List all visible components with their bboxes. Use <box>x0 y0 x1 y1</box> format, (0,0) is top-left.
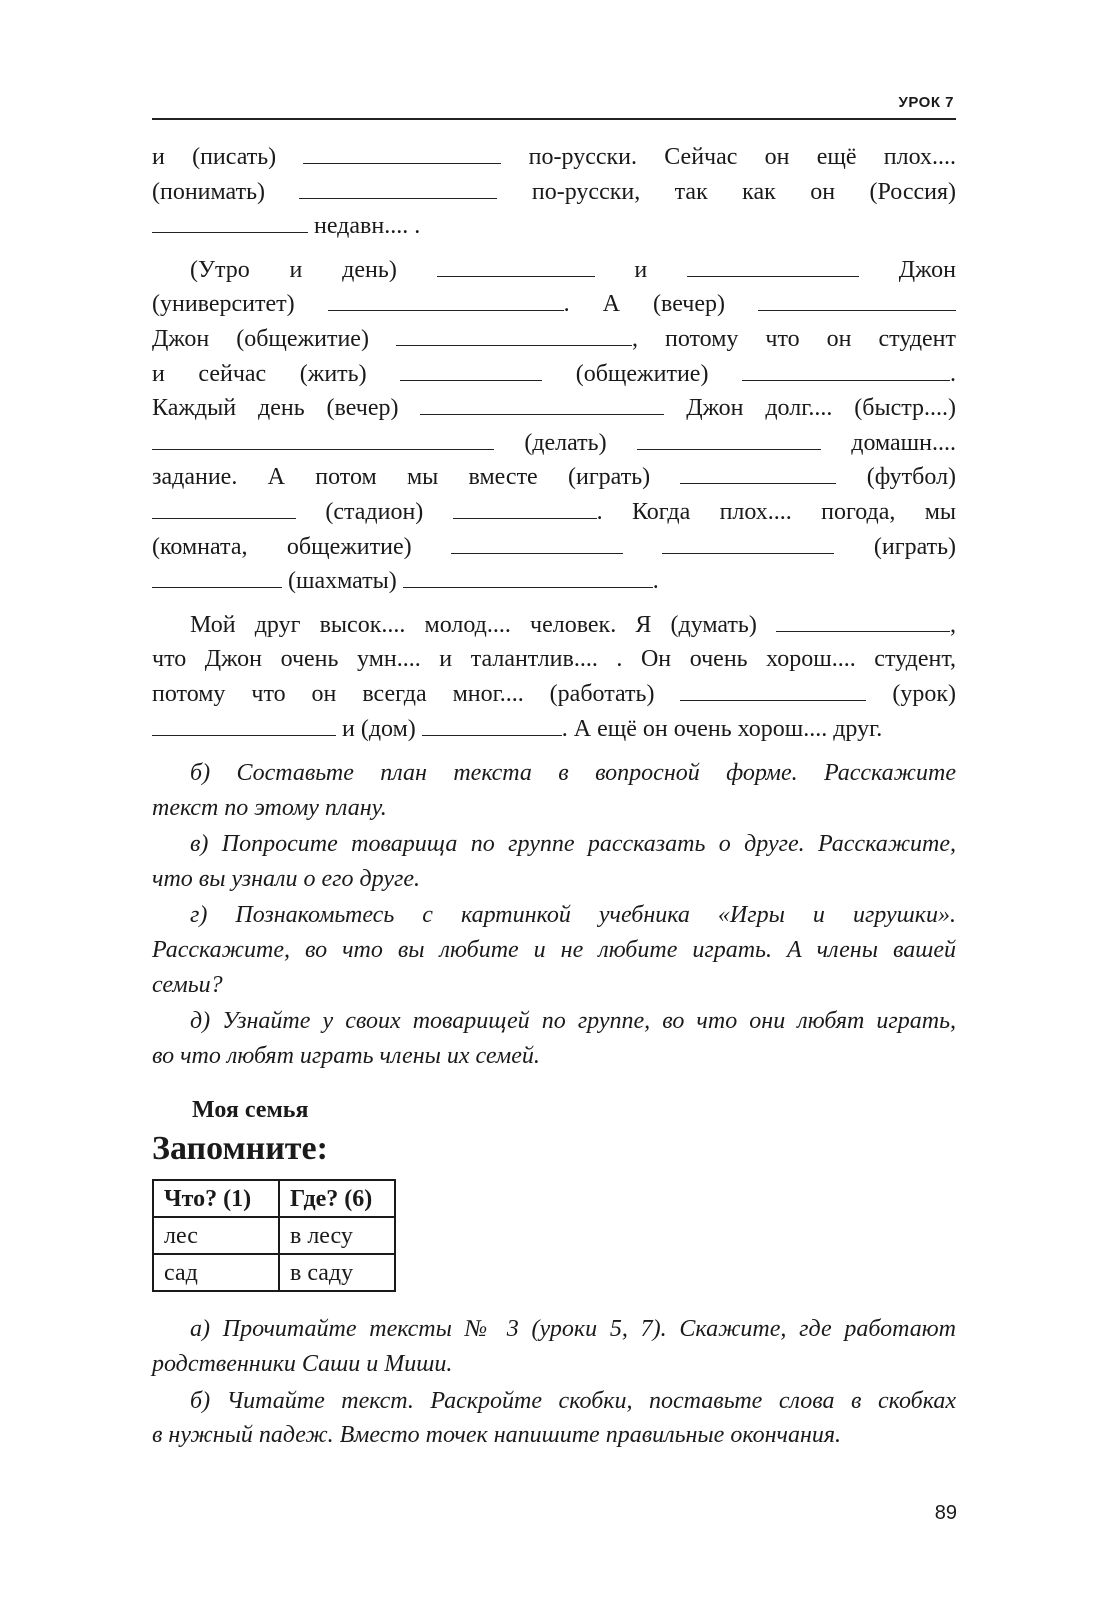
fill-blank[interactable] <box>400 358 542 381</box>
text-line <box>152 175 956 210</box>
task-v-friend <box>152 827 956 896</box>
text-line <box>152 426 956 461</box>
fill-blank[interactable] <box>152 713 336 736</box>
tasks-family <box>152 1312 956 1452</box>
text-line <box>152 460 956 495</box>
fill-blank[interactable] <box>420 392 664 415</box>
text-line <box>152 677 956 712</box>
exercise-paragraph-1 <box>152 140 956 244</box>
fill-blank[interactable] <box>687 254 859 277</box>
fill-blank[interactable] <box>637 427 821 450</box>
table-header-row <box>153 1180 395 1217</box>
table-cell: лес <box>153 1217 279 1254</box>
text-fragment: по-русски, так как он (Россия) <box>531 178 957 205</box>
text-fragment: и (писать) <box>152 144 277 170</box>
text-fragment: задание. А потом мы вместе (играть) <box>152 464 651 491</box>
text-line <box>152 642 956 677</box>
text-line <box>152 357 956 392</box>
text-fragment: (делать) <box>524 429 607 456</box>
fill-blank[interactable] <box>758 288 956 311</box>
task-b-plan <box>152 756 956 825</box>
fill-blank[interactable] <box>451 531 623 554</box>
text-fragment: . Когда плох.... погода, мы <box>596 498 957 525</box>
task-line: во что любят играть члены их семей. <box>152 1042 540 1069</box>
task-line: д) Узнайте у своих товарищей по группе, во что они любят играть, <box>190 1008 956 1035</box>
text-fragment: потому что он всегда мног.... (работать) <box>152 680 655 707</box>
fill-blank[interactable] <box>152 496 296 519</box>
text-fragment: (играть) <box>873 533 957 560</box>
text-fragment: , <box>950 611 956 638</box>
text-fragment: . А ещё он очень хорош.... друг. <box>561 715 883 742</box>
text-fragment: Джон (общежитие) <box>152 325 369 352</box>
text-fragment: (общежитие) <box>575 360 709 387</box>
text-fragment: , потому что он студент <box>631 325 957 352</box>
text-line <box>152 253 956 288</box>
fill-blank[interactable] <box>437 254 595 277</box>
task-line: а) Прочитайте тексты № 3 (уроки 5, 7). Скажите, где работают <box>190 1316 956 1343</box>
task-line: Расскажите, во что вы любите и не любите играть. А члены вашей <box>152 937 956 964</box>
task-d-games <box>152 1004 956 1073</box>
text-line <box>152 209 956 244</box>
task-line: что вы узнали о его друге. <box>152 865 421 892</box>
text-fragment: Мой друг высок.... молод.... человек. Я (думать) <box>190 611 757 638</box>
task-line: родственники Саши и Миши. <box>152 1351 453 1378</box>
fill-blank[interactable] <box>403 565 653 588</box>
fill-blank[interactable] <box>680 461 836 484</box>
fill-blank[interactable] <box>776 609 950 632</box>
text-fragment: . А (вечер) <box>563 291 725 318</box>
text-line <box>152 140 956 175</box>
table-header-cell: Что? (1) <box>153 1180 279 1217</box>
table-cell: в саду <box>279 1254 395 1291</box>
text-fragment: (футбол) <box>866 464 957 491</box>
page-content <box>152 140 956 1453</box>
text-line <box>152 495 956 530</box>
fill-blank[interactable] <box>303 141 501 164</box>
fill-blank[interactable] <box>422 713 562 736</box>
text-line <box>152 608 956 643</box>
task-a-read <box>152 1312 956 1381</box>
text-fragment: по-русски. Сейчас он ещё плох.... <box>528 144 956 170</box>
fill-blank[interactable] <box>662 531 834 554</box>
exercise-paragraph-2 <box>152 253 956 599</box>
task-line: семьи? <box>152 971 223 998</box>
page-number: 89 <box>934 1502 957 1524</box>
text-line <box>152 287 956 322</box>
task-line: б) Читайте текст. Раскройте скобки, поставьте слова в скобках <box>190 1387 956 1414</box>
lesson-label: УРОК 7 <box>898 94 954 111</box>
text-fragment: и (дом) <box>342 715 416 742</box>
text-fragment: (университет) <box>152 291 295 318</box>
text-line <box>152 564 956 599</box>
table-header-cell: Где? (6) <box>279 1180 395 1217</box>
fill-blank[interactable] <box>453 496 597 519</box>
case-table <box>152 1179 396 1292</box>
text-line <box>152 322 956 357</box>
text-fragment: . <box>652 568 659 595</box>
text-fragment: Джон долг.... (быстр....) <box>686 395 956 422</box>
text-fragment: (урок) <box>892 680 957 707</box>
task-line: в) Попросите товарища по группе рассказать о друге. Расскажите, <box>190 831 956 858</box>
text-fragment: и <box>634 256 648 283</box>
task-line: б) Составьте план текста в вопросной форме. Расскажите <box>190 760 956 787</box>
task-g-toys <box>152 898 956 1002</box>
text-fragment: Каждый день (вечер) <box>152 395 399 422</box>
fill-blank[interactable] <box>680 678 866 701</box>
fill-blank[interactable] <box>742 358 950 381</box>
text-fragment: (стадион) <box>325 498 424 525</box>
text-fragment: (комната, общежитие) <box>152 533 412 560</box>
task-line: в нужный падеж. Вместо точек напишите правильные окончания. <box>152 1422 842 1449</box>
fill-blank[interactable] <box>152 565 282 588</box>
table-cell: сад <box>153 1254 279 1291</box>
text-fragment: . <box>950 360 956 387</box>
table-row <box>153 1254 395 1291</box>
text-fragment: домашн.... <box>851 429 956 456</box>
text-fragment: (понимать) <box>152 178 266 205</box>
section-title: Моя семья <box>192 1097 309 1124</box>
fill-blank[interactable] <box>152 427 494 450</box>
task-line: г) Познакомьтесь с картинкой учебника «Игры и игрушки». <box>190 902 956 929</box>
text-fragment: (шахматы) <box>288 568 397 595</box>
text-fragment: недавн.... . <box>314 213 421 240</box>
fill-blank[interactable] <box>328 288 564 311</box>
text-fragment: что Джон очень умн.... и талантлив.... . Он очень хорош.... студент, <box>152 646 956 673</box>
fill-blank[interactable] <box>396 323 632 346</box>
task-line: текст по этому плану. <box>152 794 387 821</box>
table-cell: в лесу <box>279 1217 395 1254</box>
text-fragment: (Утро и день) <box>190 256 397 283</box>
exercise-paragraph-3 <box>152 608 956 746</box>
remember-heading: Запомните: <box>152 1130 328 1168</box>
fill-blank[interactable] <box>299 176 497 199</box>
task-b-read-text <box>152 1384 956 1453</box>
text-fragment: и сейчас (жить) <box>152 360 367 387</box>
page-header <box>152 84 956 120</box>
text-fragment: Джон <box>898 256 956 283</box>
fill-blank[interactable] <box>152 210 308 233</box>
text-line <box>152 391 956 426</box>
table-row <box>153 1217 395 1254</box>
text-line <box>152 530 956 565</box>
text-line <box>152 712 956 747</box>
